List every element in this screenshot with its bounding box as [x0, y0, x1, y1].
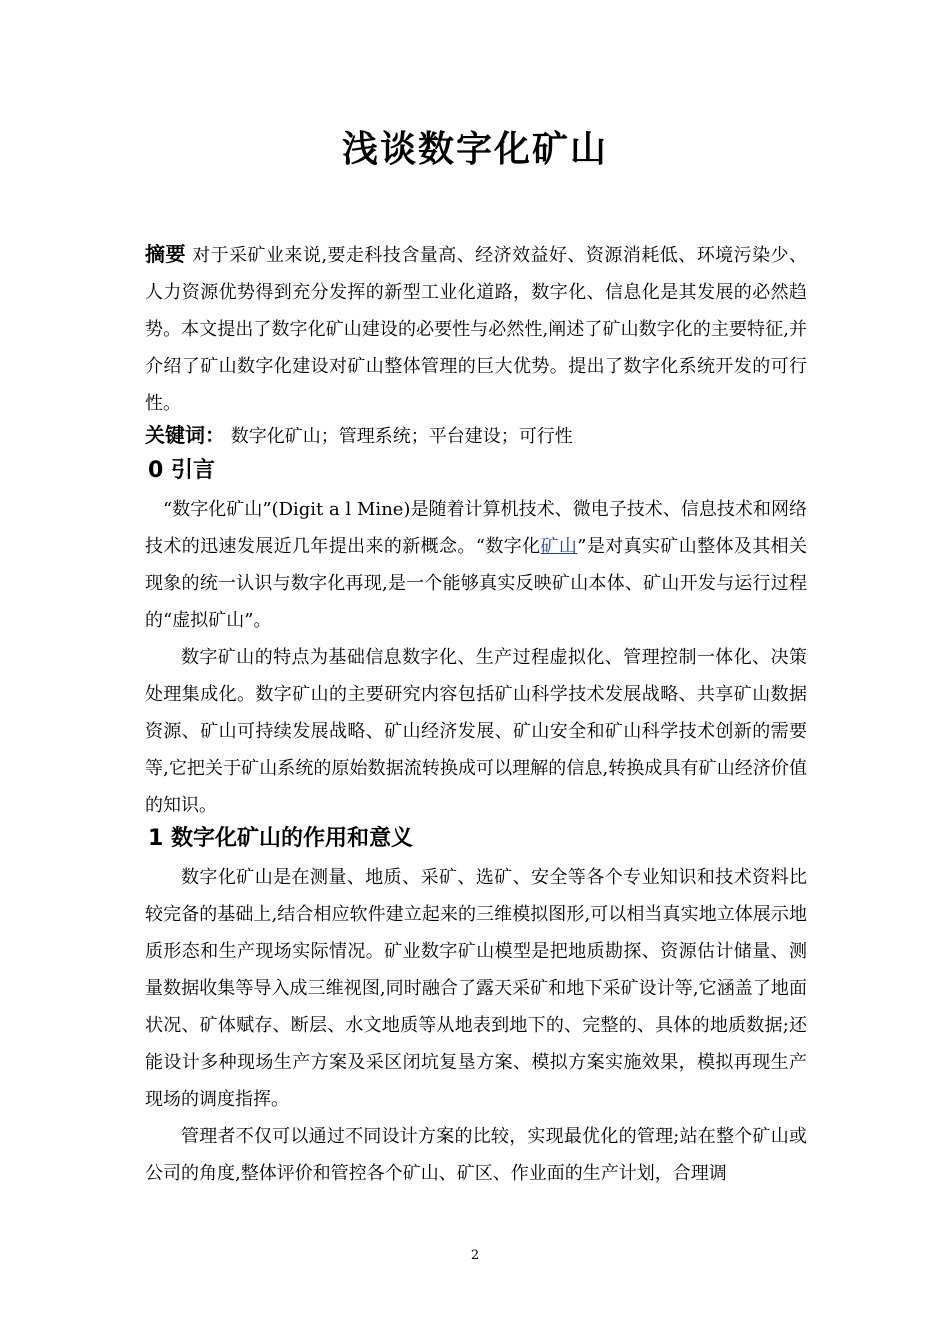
section-0-paragraph-2: 数字矿山的特点为基础信息数字化、生产过程虚拟化、管理控制一体化、决策处理集成化。数字矿山的主要研究内容包括矿山科学技术发展战略、共享矿山数据资源、矿山可持续发展战略、矿山经济发展、矿山安全和矿山科学技术创新的需要等,它把关于矿山系统的原始数据流转换成可以理解的信息,转换成具有矿山经济价值的知识。	[145, 647, 807, 816]
abstract-text: 对于采矿业来说,要走科技含量高、经济效益好、资源消耗低、环境污染少、人力资源优势得到充分发挥的新型工业化道路，数字化、信息化是其发展的必然趋势。本文提出了数字化矿山建设的必要性与必然性,阐述了矿山数字化的主要特征,并介绍了矿山数字化建设对矿山整体管理的巨大优势。提出了数字化系统开发的可行性。	[145, 245, 807, 414]
keywords-text: 数字化矿山；管理系统；平台建设；可行性	[225, 426, 573, 447]
document-title: 浅谈数字化矿山	[341, 129, 608, 170]
section-1-paragraph-2: 管理者不仅可以通过不同设计方案的比较，实现最优化的管理;站在整个矿山或公司的角度,整体评价和管控各个矿山、矿区、作业面的生产计划，合理调	[145, 1126, 807, 1184]
section-0-heading: 0 引言	[148, 458, 215, 483]
section-0-paragraph-1-text-b: ”是对真实矿山整体及其相关现象的统一认识与数字化再现,是一个能够真实反映矿山本体、矿山开发与运行过程的“虚拟矿山”。	[145, 536, 808, 631]
abstract-paragraph	[145, 236, 807, 422]
keywords-label: 关键词：	[145, 423, 225, 447]
mine-link[interactable]: 矿山	[540, 536, 578, 557]
section-1-heading: 1 数字化矿山的作用和意义	[148, 826, 413, 851]
keywords-line	[145, 417, 807, 455]
section-0-paragraph-1	[145, 491, 807, 639]
abstract-label: 摘要	[145, 242, 186, 266]
page-number: 2	[470, 1248, 480, 1263]
section-1-paragraph-1: 数字化矿山是在测量、地质、采矿、选矿、安全等各个专业知识和技术资料比较完备的基础上,结合相应软件建立起来的三维模拟图形,可以相当真实地立体展示地质形态和生产现场实际情况。矿业数字矿山模型是把地质勘探、资源估计储量、测量数据收集等导入成三维视图,同时融合了露天采矿和地下采矿设计等,它涵盖了地面状况、矿体赋存、断层、水文地质等从地表到地下的、完整的、具体的地质数据;还能设计多种现场生产方案及采区闭坑复垦方案、模拟方案实施效果，模拟再现生产现场的调度指挥。	[145, 867, 807, 1110]
section-0-paragraph-1-text-a: “数字化矿山”(Digit a l Mine)是随着计算机技术、微电子技术、信息技术和网络技术的迅速发展近几年提出来的新概念。“数字化	[145, 499, 807, 557]
